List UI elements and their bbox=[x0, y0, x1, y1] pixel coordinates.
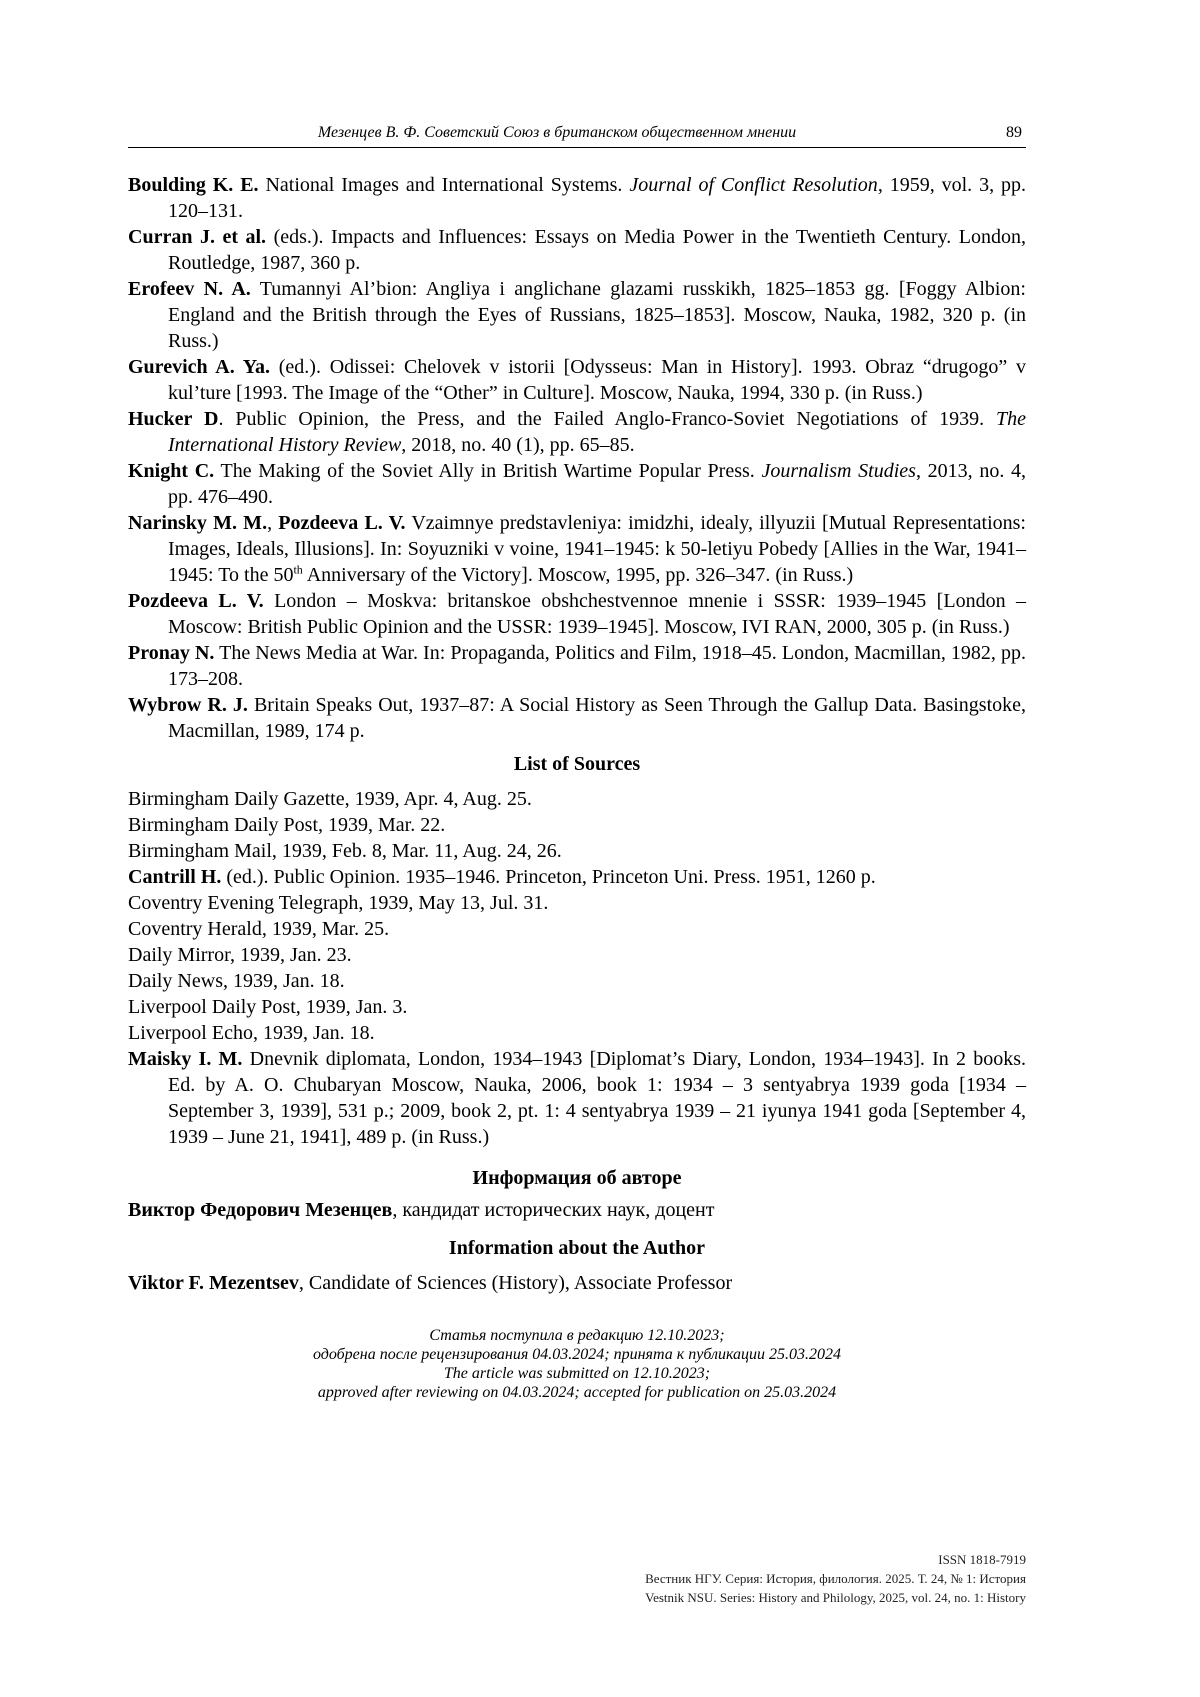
entry-journal: Journal of Conflict Resolution bbox=[629, 174, 877, 196]
entry-text: Birmingham Daily Gazette, 1939, Apr. 4, Aug. 25. bbox=[128, 788, 532, 810]
reference-list bbox=[128, 172, 1026, 744]
entry-text: (ed.). Odissei: Chelovek v istorii [Odysseus: Man in History]. 1993. Obraz “dru­gogo” v kul’ture [1993. The Image of the “Other” in Culture]. Moscow, Nauka, 1994, 330 p. (in Russ.) bbox=[168, 356, 1026, 404]
header-divider bbox=[128, 147, 1026, 148]
reference-entry bbox=[128, 640, 1026, 692]
submission-ru-line2: одобрена после рецензирования 04.03.2024; принята к публикации 25.03.2024 bbox=[128, 1345, 1026, 1364]
entry-text: Daily Mirror, 1939, Jan. 23. bbox=[128, 944, 352, 966]
source-entry bbox=[128, 942, 1026, 968]
entry-text: The News Media at War. In: Propaganda, Politics and Film, 1918–45. London, Macmil­lan, 1982, pp. 173–208. bbox=[168, 642, 1026, 690]
entry-text: Liverpool Daily Post, 1939, Jan. 3. bbox=[128, 996, 407, 1018]
entry-author: Pronay N. bbox=[128, 642, 214, 664]
submission-ru-line1: Статья поступила в редакцию 12.10.2023; bbox=[128, 1326, 1026, 1345]
source-entry bbox=[128, 1046, 1026, 1150]
entry-author: Erofeev N. A. bbox=[128, 278, 251, 300]
journal-name-en: Vestnik NSU. Series: History and Philology, 2025, vol. 24, no. 1: History bbox=[645, 1588, 1026, 1607]
reference-entry bbox=[128, 588, 1026, 640]
entry-coauthor: Pozdeeva L. V. bbox=[278, 512, 405, 534]
entry-text: Birmingham Mail, 1939, Feb. 8, Mar. 11, Aug. 24, 26. bbox=[128, 840, 562, 862]
entry-text: Birmingham Daily Post, 1939, Mar. 22. bbox=[128, 814, 445, 836]
entry-text: (eds.). Impacts and Influences: Essays on Media Power in the Twentieth Century. London, Routledge, 1987, 360 p. bbox=[168, 226, 1026, 274]
entry-author: Knight C. bbox=[128, 460, 214, 482]
source-entry bbox=[128, 968, 1026, 994]
entry-text: , 2018, no. 40 (1), pp. 65–85. bbox=[401, 434, 634, 456]
journal-name-ru: Вестник НГУ. Серия: История, филология. 2025. Т. 24, № 1: История bbox=[645, 1569, 1026, 1588]
entry-text: National Images and International Systems. bbox=[259, 174, 630, 196]
author-info-en-title: Information about the Author bbox=[128, 1235, 1026, 1261]
submission-en-line1: The article was submitted on 12.10.2023; bbox=[128, 1364, 1026, 1383]
entry-author: Boulding K. E. bbox=[128, 174, 259, 196]
journal-footer bbox=[645, 1550, 1026, 1607]
entry-journal: The International History Review bbox=[168, 408, 1026, 456]
source-entry bbox=[128, 786, 1026, 812]
reference-entry bbox=[128, 354, 1026, 406]
entry-author: Curran J. et al. bbox=[128, 226, 266, 248]
entry-text: Dnevnik diplomata, London, 1934–1943 [Diplomat’s Diary, London, 1934–1943]. In 2 books. Ed. by A. O. Chubaryan Moscow, Nauka, 2006, book 1: 1934 – 3 sentyabrya 1939 goda [1934 – September 3, 1939], 531 p.; 2009, book 2, pt. 1: 4 sentyabrya 1939 – 21 iyunya 1941 goda [September 4, 1939 – June 21, 1941], 489 p. (in Russ.) bbox=[168, 1048, 1026, 1148]
issn: ISSN 1818-7919 bbox=[645, 1550, 1026, 1569]
reference-entry bbox=[128, 510, 1026, 588]
entry-text: . Public Opinion, the Press, and the Failed Anglo-Franco-Soviet Negotiations of 1939. bbox=[218, 408, 996, 430]
entry-text: , bbox=[267, 512, 278, 534]
reference-entry bbox=[128, 406, 1026, 458]
source-entry bbox=[128, 916, 1026, 942]
source-entry bbox=[128, 812, 1026, 838]
reference-entry bbox=[128, 692, 1026, 744]
entry-text: Tumannyi Al’bion: Angliya i anglichane glazami russkikh, 1825–1853 gg. [Foggy Albion: England and the British through the Eyes of Russians, 1825–1853]. Moscow, Nauka, 1982, 320 p. (in Russ.) bbox=[168, 278, 1026, 352]
entry-text: Britain Speaks Out, 1937–87: A Social History as Seen Through the Gallup Data. Basingstoke, Macmillan, 1989, 174 p. bbox=[168, 694, 1026, 742]
running-title: Мезенцев В. Ф. Советский Союз в британском общественном мнении bbox=[128, 124, 986, 142]
author-info-en bbox=[128, 1270, 1026, 1296]
reference-entry bbox=[128, 224, 1026, 276]
entry-author: Pozdeeva L. V. bbox=[128, 590, 264, 612]
entry-author: Cantrill H. bbox=[128, 866, 221, 888]
entry-text: Coventry Evening Telegraph, 1939, May 13, Jul. 31. bbox=[128, 892, 548, 914]
entry-text: Anniversary of the Victory]. Moscow, 1995, pp. 326–347. (in Russ.) bbox=[303, 564, 853, 586]
sources-title: List of Sources bbox=[128, 751, 1026, 777]
entry-author: Gurevich A. Ya. bbox=[128, 356, 270, 378]
entry-text: Liverpool Echo, 1939, Jan. 18. bbox=[128, 1022, 375, 1044]
entry-author: Narinsky M. M. bbox=[128, 512, 267, 534]
entry-superscript: th bbox=[293, 562, 302, 576]
author-info-ru-title: Информация об авторе bbox=[128, 1165, 1026, 1191]
source-entry bbox=[128, 838, 1026, 864]
page-number: 89 bbox=[1006, 124, 1022, 142]
source-entry bbox=[128, 994, 1026, 1020]
submission-info bbox=[128, 1326, 1026, 1402]
source-list bbox=[128, 786, 1026, 1150]
entry-text: The Making of the Soviet Ally in British Wartime Popular Press. bbox=[214, 460, 761, 482]
entry-text: , 1959, vol. 3, pp. 120–131. bbox=[168, 174, 1026, 222]
entry-text: Daily News, 1939, Jan. 18. bbox=[128, 970, 345, 992]
author-name-ru: Виктор Федорович Мезенцев bbox=[128, 1199, 392, 1221]
author-details-en: , Candidate of Sciences (History), Associate Professor bbox=[299, 1272, 732, 1294]
entry-author: Wybrow R. J. bbox=[128, 694, 248, 716]
entry-text: London – Moskva: britanskoe obshchestvennoe mnenie i SSSR: 1939–1945 [Lon­don – Moscow: British Public Opinion and the USSR: 1939–1945]. Moscow, IVI RAN, 2000, 305 p. (in Russ.) bbox=[168, 590, 1026, 638]
reference-entry bbox=[128, 458, 1026, 510]
page-content bbox=[128, 172, 1026, 1402]
reference-entry bbox=[128, 172, 1026, 224]
entry-text: , 2013, no. 4, pp. 476–490. bbox=[168, 460, 1026, 508]
entry-text: Coventry Herald, 1939, Mar. 25. bbox=[128, 918, 389, 940]
author-info-ru bbox=[128, 1197, 1026, 1223]
source-entry bbox=[128, 864, 1026, 890]
source-entry bbox=[128, 890, 1026, 916]
entry-text: (ed.). Public Opinion. 1935–1946. Princeton, Princeton Uni. Press. 1951, 1260 p. bbox=[221, 866, 875, 888]
entry-author: Hucker D bbox=[128, 408, 218, 430]
source-entry bbox=[128, 1020, 1026, 1046]
author-details-ru: , кандидат исторических наук, доцент bbox=[392, 1199, 714, 1221]
entry-journal: Journalism Studies bbox=[761, 460, 915, 482]
entry-text: Vzaimnye predstavleniya: imidzhi, idealy, illyuzii [Mutual Rep­resentations: Images, Ideals, Illusions]. In: Soyuzniki v voine, 1941–1945: k 50-letiyu Pobedy [Allies in the War, 1941–1945: To the 50 bbox=[168, 512, 1026, 586]
running-head bbox=[128, 124, 1026, 146]
author-name-en: Viktor F. Mezentsev bbox=[128, 1272, 299, 1294]
reference-entry bbox=[128, 276, 1026, 354]
submission-en-line2: approved after reviewing on 04.03.2024; accepted for publication on 25.03.2024 bbox=[128, 1383, 1026, 1402]
entry-author: Maisky I. M. bbox=[128, 1048, 242, 1070]
